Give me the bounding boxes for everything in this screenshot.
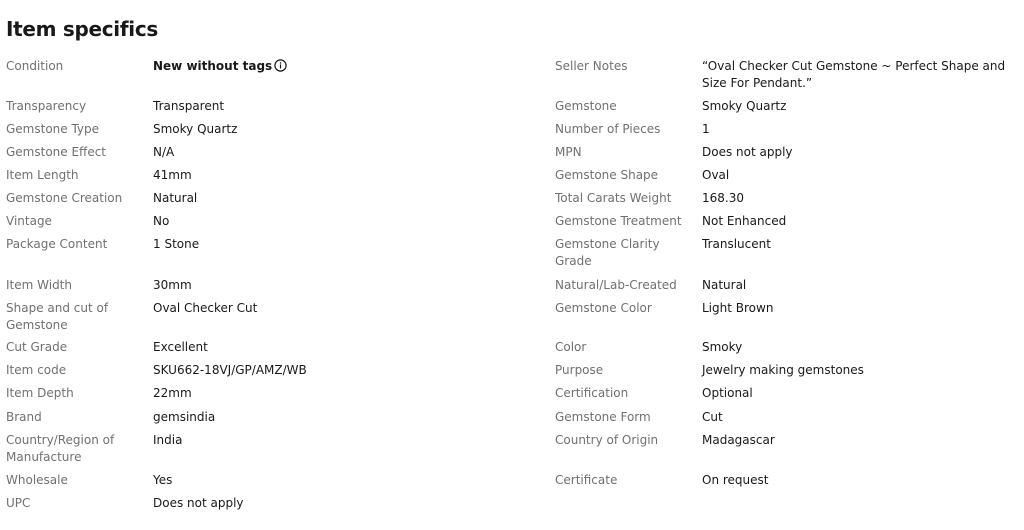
spec-value: On request: [702, 473, 769, 487]
spec-label: Country of Origin: [555, 433, 659, 447]
spec-value: Optional: [702, 386, 753, 400]
spec-value: Cut: [702, 410, 723, 424]
spec-value: Smoky: [702, 340, 743, 354]
spec-label: Item Width: [6, 278, 72, 292]
spec-value: “Oval Checker Cut Gemstone ~ Perfect Shape and Size For Pendant.”: [702, 59, 1006, 90]
info-circle-icon[interactable]: [274, 59, 287, 72]
spec-label: Gemstone Form: [555, 410, 651, 424]
spec-label: Condition: [6, 59, 64, 73]
spec-label: Number of Pieces: [555, 122, 661, 136]
spec-value: Does not apply: [702, 145, 793, 159]
spec-value: 41mm: [153, 168, 192, 182]
spec-label: Transparency: [6, 99, 87, 113]
section-title: Item specifics: [6, 17, 158, 41]
spec-value: Smoky Quartz: [153, 122, 238, 136]
spec-value: gemsindia: [153, 410, 216, 424]
spec-label: Brand: [6, 410, 42, 424]
condition-value: New without tags: [153, 59, 273, 73]
spec-label: Gemstone Type: [6, 122, 100, 136]
spec-value: 22mm: [153, 386, 192, 400]
spec-label: Cut Grade: [6, 340, 68, 354]
spec-label: Total Carats Weight: [555, 191, 672, 205]
spec-value: Light Brown: [702, 301, 774, 315]
spec-label: Purpose: [555, 363, 604, 377]
spec-value: N/A: [153, 145, 175, 159]
spec-value: No: [153, 214, 170, 228]
spec-value: SKU662-18VJ/GP/AMZ/WB: [153, 363, 307, 377]
spec-label: Color: [555, 340, 587, 354]
spec-label: Item Length: [6, 168, 79, 182]
spec-value: 168.30: [702, 191, 744, 205]
spec-value: Madagascar: [702, 433, 775, 447]
spec-value: Not Enhanced: [702, 214, 787, 228]
spec-label: Vintage: [6, 214, 52, 228]
spec-label: Shape and cut of Gemstone: [6, 301, 109, 332]
spec-value: Smoky Quartz: [702, 99, 787, 113]
spec-label: Seller Notes: [555, 59, 628, 73]
spec-label: Gemstone Clarity Grade: [555, 237, 660, 268]
spec-label: Item Depth: [6, 386, 74, 400]
spec-label: UPC: [6, 496, 31, 510]
spec-value: 1: [702, 122, 710, 136]
spec-value: Natural: [153, 191, 198, 205]
spec-value: Excellent: [153, 340, 208, 354]
spec-label: Gemstone: [555, 99, 617, 113]
spec-value: Natural: [702, 278, 747, 292]
spec-label: Natural/Lab-Created: [555, 278, 677, 292]
spec-value: [153, 58, 287, 75]
spec-value: Oval Checker Cut: [153, 301, 258, 315]
spec-label: Item code: [6, 363, 67, 377]
spec-label: Country/Region of Manufacture: [6, 433, 115, 464]
spec-value: Transparent: [153, 99, 225, 113]
spec-label: Gemstone Effect: [6, 145, 107, 159]
spec-label: Certification: [555, 386, 629, 400]
spec-value: Jewelry making gemstones: [702, 363, 864, 377]
spec-value: 30mm: [153, 278, 192, 292]
spec-value: Yes: [153, 473, 173, 487]
spec-label: MPN: [555, 145, 582, 159]
spec-value: Does not apply: [153, 496, 244, 510]
spec-label: Gemstone Color: [555, 301, 652, 315]
spec-label: Gemstone Shape: [555, 168, 659, 182]
spec-label: Certificate: [555, 473, 618, 487]
spec-label: Gemstone Treatment: [555, 214, 682, 228]
spec-value: Oval: [702, 168, 730, 182]
spec-value: 1 Stone: [153, 237, 200, 251]
spec-label: Wholesale: [6, 473, 68, 487]
spec-label: Package Content: [6, 237, 108, 251]
spec-value: India: [153, 433, 183, 447]
spec-label: Gemstone Creation: [6, 191, 123, 205]
spec-value: Translucent: [702, 237, 771, 251]
